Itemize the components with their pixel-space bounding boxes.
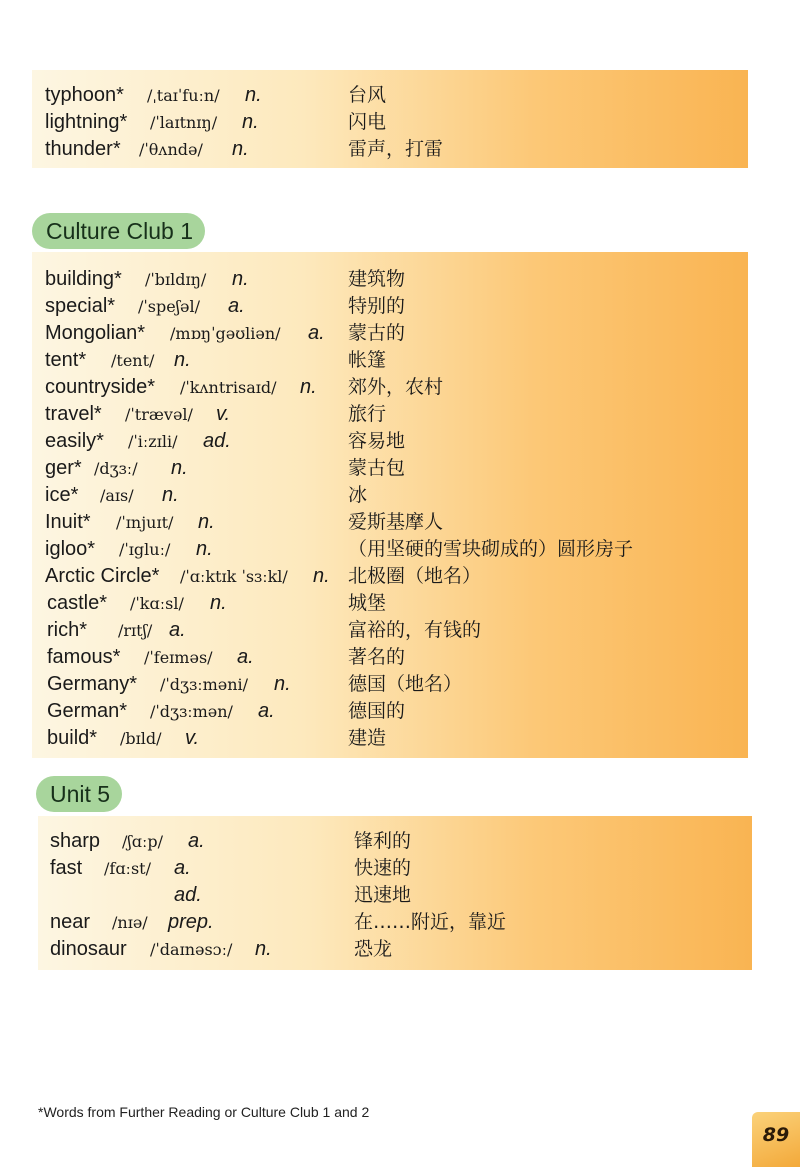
entry-meaning: 蒙古的 (348, 322, 406, 344)
vocab-entry (32, 563, 748, 590)
entry-meaning: （用坚硬的雪块砌成的）圆形房子 (348, 538, 634, 560)
entry-meaning: 建筑物 (348, 268, 406, 290)
entry-meaning: 城堡 (348, 592, 387, 614)
entry-word: building* (45, 268, 122, 290)
entry-phonetic: /ˈdaɪnəsɔː/ (150, 940, 233, 959)
entry-word: Arctic Circle* (45, 565, 160, 587)
vocab-entry (32, 590, 748, 617)
entry-pos: ad. (203, 430, 231, 452)
entry-meaning: 德国（地名） (348, 673, 463, 695)
entry-phonetic: /mɒŋˈgəʊliən/ (170, 324, 281, 343)
entry-pos: n. (171, 457, 188, 479)
entry-pos: v. (185, 727, 200, 749)
entry-meaning: 富裕的，有钱的 (348, 619, 482, 641)
entry-meaning: 迅速地 (354, 884, 412, 906)
entry-word: special* (45, 295, 116, 317)
entry-phonetic: /ˈθʌndə/ (139, 140, 203, 159)
entry-meaning: 在……附近，靠近 (354, 911, 507, 933)
vocab-entry (32, 509, 748, 536)
entry-pos: a. (169, 619, 186, 641)
vocab-panel-top (32, 70, 748, 168)
entry-word: ger* (45, 457, 82, 479)
section-title-culture-club-1: Culture Club 1 (32, 213, 205, 249)
entry-pos: n. (313, 565, 330, 587)
entry-pos: n. (245, 84, 262, 106)
entry-word: dinosaur (50, 938, 127, 960)
vocab-entry (32, 455, 748, 482)
entry-phonetic: /ˈbɪldɪŋ/ (145, 270, 207, 289)
entry-meaning: 锋利的 (354, 830, 412, 852)
entry-word: German* (47, 700, 128, 722)
entry-phonetic: /nɪə/ (112, 913, 148, 932)
entry-phonetic: /ˈtrævəl/ (125, 405, 193, 424)
entry-phonetic: /rɪtʃ/ (118, 621, 153, 640)
entry-meaning: 建造 (348, 727, 387, 749)
entry-word: sharp (50, 830, 101, 852)
vocab-entry (32, 82, 748, 109)
entry-phonetic: /ˈɪnjuɪt/ (116, 513, 174, 532)
entry-phonetic: /ˈkʌntrisaɪd/ (180, 378, 277, 397)
vocab-entry (38, 855, 752, 882)
vocab-entry (32, 374, 748, 401)
vocab-entry (32, 347, 748, 374)
entry-pos: a. (308, 322, 325, 344)
entry-pos: a. (258, 700, 275, 722)
entry-meaning: 快速的 (354, 857, 412, 879)
entry-meaning: 恐龙 (354, 938, 393, 960)
entry-phonetic: /tent/ (111, 351, 155, 370)
entry-phonetic: /bɪld/ (120, 729, 162, 748)
vocab-entry (32, 671, 748, 698)
vocab-entry (32, 320, 748, 347)
entry-pos: n. (255, 938, 272, 960)
entry-word: thunder* (45, 138, 121, 160)
entry-phonetic: /ˈiːzɪli/ (128, 432, 178, 451)
entry-phonetic: /ˈfeɪməs/ (144, 648, 213, 667)
entry-meaning: 北极圈（地名） (348, 565, 482, 587)
entry-pos: a. (228, 295, 245, 317)
vocab-entry (38, 936, 752, 963)
entry-pos: n. (174, 349, 191, 371)
entry-pos: n. (210, 592, 227, 614)
entry-pos: v. (216, 403, 231, 425)
entry-word: castle* (47, 592, 108, 614)
entry-meaning: 德国的 (348, 700, 406, 722)
entry-meaning: 蒙古包 (348, 457, 406, 479)
entry-pos: n. (242, 111, 259, 133)
entry-word: igloo* (45, 538, 96, 560)
page-number: 89 (752, 1112, 800, 1167)
entry-meaning: 郊外，农村 (348, 376, 444, 398)
vocab-entry (32, 482, 748, 509)
entry-pos: a. (188, 830, 205, 852)
entry-meaning: 闪电 (348, 111, 387, 133)
entry-word: build* (47, 727, 98, 749)
entry-word: tent* (45, 349, 87, 371)
vocab-entry (32, 428, 748, 455)
entry-phonetic: /fɑːst/ (104, 859, 151, 878)
entry-phonetic: /dʒɜː/ (94, 459, 138, 478)
entry-phonetic: /ˈspeʃəl/ (138, 297, 201, 316)
vocab-entry (32, 293, 748, 320)
entry-pos: n. (232, 268, 249, 290)
entry-meaning: 旅行 (348, 403, 387, 425)
entry-meaning: 容易地 (348, 430, 406, 452)
entry-word: Inuit* (45, 511, 91, 533)
entry-phonetic: /ʃɑːp/ (122, 832, 163, 851)
entry-pos: a. (237, 646, 254, 668)
entry-phonetic: /ˈlaɪtnɪŋ/ (150, 113, 218, 132)
entry-phonetic: /aɪs/ (100, 486, 134, 505)
entry-meaning: 台风 (348, 84, 387, 106)
entry-phonetic: /ˌtaɪˈfuːn/ (147, 86, 220, 105)
vocab-entry (38, 882, 752, 909)
vocab-entry (32, 698, 748, 725)
entry-pos: n. (162, 484, 179, 506)
entry-meaning: 著名的 (348, 646, 406, 668)
vocab-panel-unit-5 (38, 816, 752, 970)
entry-word: typhoon* (45, 84, 124, 106)
vocab-entry (32, 617, 748, 644)
entry-phonetic: /ˈdʒɜːmən/ (150, 702, 233, 721)
vocab-entry (32, 109, 748, 136)
entry-phonetic: /ˈkɑːsl/ (130, 594, 184, 613)
entry-phonetic: /ˈdʒɜːməni/ (160, 675, 249, 694)
vocab-panel-culture-club-1 (32, 252, 748, 758)
entry-word: easily* (45, 430, 104, 452)
entry-phonetic: /ˈɑːktɪk ˈsɜːkl/ (180, 567, 288, 586)
entry-word: Mongolian* (45, 322, 146, 344)
entry-meaning: 冰 (348, 484, 368, 506)
entry-pos: n. (196, 538, 213, 560)
entry-word: lightning* (45, 111, 128, 133)
entry-meaning: 特别的 (348, 295, 406, 317)
vocab-entry (38, 828, 752, 855)
footnote: *Words from Further Reading or Culture Club 1 and 2 (38, 1104, 370, 1120)
vocab-entry (32, 725, 748, 752)
entry-meaning: 爱斯基摩人 (348, 511, 444, 533)
section-title-unit-5: Unit 5 (36, 776, 122, 812)
entry-word: rich* (47, 619, 88, 641)
vocab-entry (32, 401, 748, 428)
entry-pos: n. (232, 138, 249, 160)
entry-pos: n. (198, 511, 215, 533)
entry-word: near (50, 911, 91, 933)
entry-pos: n. (274, 673, 291, 695)
entry-pos: a. (174, 857, 191, 879)
entry-meaning: 帐篷 (348, 349, 387, 371)
entry-word: famous* (47, 646, 121, 668)
entry-pos: prep. (168, 911, 214, 933)
vocab-entry (32, 644, 748, 671)
vocab-entry (32, 136, 748, 163)
entry-pos: ad. (174, 884, 202, 906)
entry-word: countryside* (45, 376, 156, 398)
vocab-entry (32, 536, 748, 563)
entry-word: fast (50, 857, 83, 879)
entry-word: ice* (45, 484, 79, 506)
entry-word: Germany* (47, 673, 138, 695)
vocab-entry (38, 909, 752, 936)
vocab-entry (32, 266, 748, 293)
entry-phonetic: /ˈɪgluː/ (119, 540, 171, 559)
entry-word: travel* (45, 403, 102, 425)
entry-meaning: 雷声，打雷 (348, 138, 444, 160)
entry-pos: n. (300, 376, 317, 398)
